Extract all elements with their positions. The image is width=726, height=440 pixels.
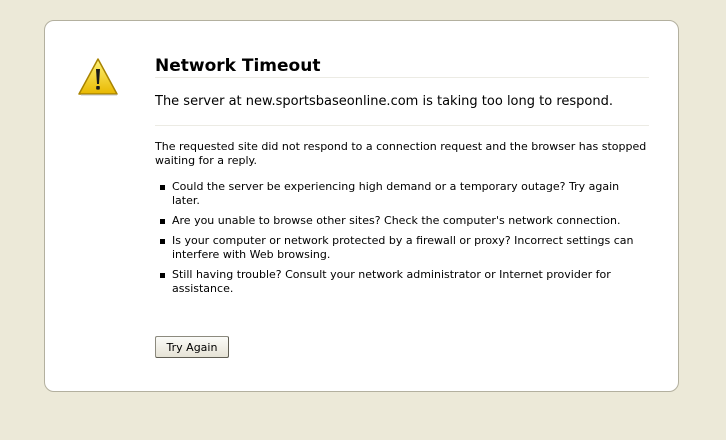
error-content xyxy=(155,55,649,302)
suggestion-item xyxy=(155,214,649,228)
error-long-description: The requested site did not respond to a connection request and the browser has stopped waiting for a reply. xyxy=(155,140,647,167)
error-short-description: The server at new.sportsbaseonline.com is taking too long to respond. xyxy=(155,78,649,126)
error-container xyxy=(44,20,679,392)
suggestion-text: Are you unable to browse other sites? Check the computer's network connection. xyxy=(172,214,621,227)
suggestion-text: Is your computer or network protected by a firewall or proxy? Incorrect settings can interfere with Web browsing. xyxy=(172,234,634,261)
bullet-icon xyxy=(160,185,165,190)
suggestion-item xyxy=(155,180,649,208)
bullet-icon xyxy=(160,219,165,224)
bullet-icon xyxy=(160,239,165,244)
suggestion-list xyxy=(155,180,649,296)
bullet-icon xyxy=(160,273,165,278)
suggestion-item xyxy=(155,268,649,296)
error-title: Network Timeout xyxy=(155,55,649,78)
warning-icon xyxy=(77,57,119,97)
suggestion-text: Could the server be experiencing high demand or a temporary outage? Try again later. xyxy=(172,180,620,207)
try-again-button[interactable]: Try Again xyxy=(155,336,229,358)
suggestion-text: Still having trouble? Consult your network administrator or Internet provider for assistance. xyxy=(172,268,611,295)
suggestion-item xyxy=(155,234,649,262)
